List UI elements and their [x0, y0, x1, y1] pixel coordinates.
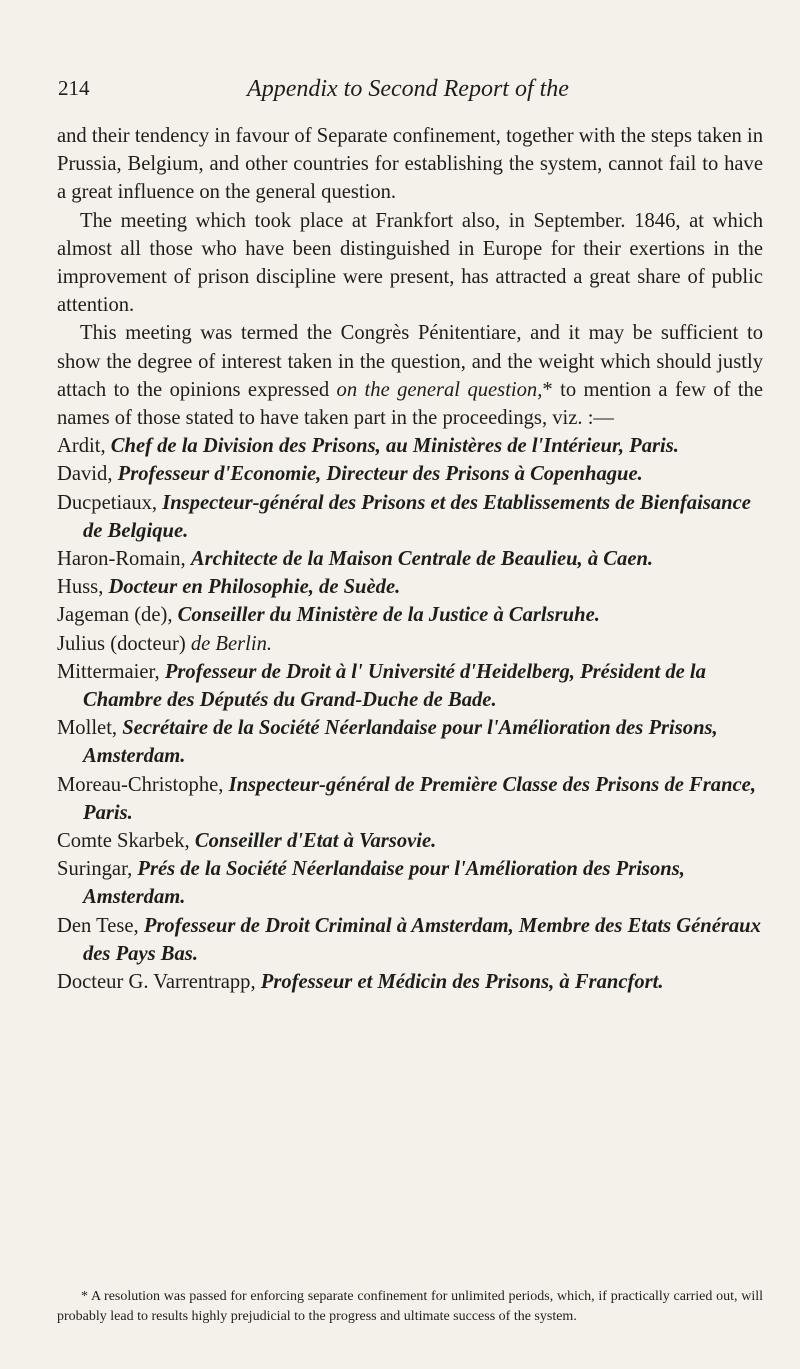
body-text	[57, 122, 763, 996]
list-item	[57, 968, 763, 996]
list-item	[57, 545, 763, 573]
list-item	[57, 912, 763, 968]
participant-title: Architecte de la Maison Centrale de Beaulieu, à Caen.	[190, 548, 654, 571]
running-title: Appendix to Second Report of the	[247, 76, 569, 102]
participant-title: Inspecteur-général de Première Classe des Prisons de France, Paris.	[83, 773, 756, 824]
participant-title: Professeur et Médicin des Prisons, à Francfort.	[260, 971, 664, 994]
participant-name: Huss,	[57, 576, 109, 599]
paragraph-2: The meeting which took place at Frankfort also, in September. 1846, at which almost all those who have been distinguished in Europe for their exertions in the improvement of prison discipline were present, has attracted a great share of public attention.	[57, 209, 763, 317]
paragraph-3-text-end: to mention a few of the names of those stated to have taken part in the proceedings, viz. :—	[57, 378, 763, 430]
participant-name: David,	[57, 463, 118, 486]
participant-title: de Berlin.	[190, 632, 273, 655]
footnote-marker: *	[542, 378, 553, 401]
list-item	[57, 573, 763, 601]
participant-title: Professeur de Droit à l' Université d'Heidelberg, Président de la Chambre des Députés du Grand-Duche de Bade.	[83, 660, 706, 712]
list-item	[57, 771, 763, 827]
participant-title: Inspecteur-général des Prisons et des Etablissements de Bienfaisance de Belgique.	[83, 491, 751, 542]
participant-title: Conseiller du Ministère de la Justice à Carlsruhe.	[177, 604, 600, 627]
participant-name: Docteur G. Varrentrapp,	[57, 971, 261, 994]
list-item	[57, 658, 763, 714]
paragraph-1: and their tendency in favour of Separate confinement, together with the steps taken in Prussia, Belgium, and other countries for establishing the system, cannot fail to have a great influence on the general question.	[57, 125, 763, 204]
list-item	[57, 827, 763, 855]
footnote: * A resolution was passed for enforcing separate confinement for unlimited periods, which, if practically carried out, will probably lead to results highly prejudicial to the progress and ultimate success of the system.	[57, 1289, 763, 1324]
list-item	[57, 432, 763, 460]
participant-name: Suringar,	[57, 858, 138, 881]
page-header	[58, 76, 758, 106]
list-item	[57, 714, 763, 770]
participant-name: Mollet,	[57, 717, 123, 740]
participant-title: Conseiller d'Etat à Varsovie.	[194, 830, 437, 853]
list-item	[57, 489, 763, 545]
participant-title: Prés de la Société Néerlandaise pour l'Amélioration des Prisons, Amsterdam.	[83, 858, 685, 909]
page-number: 214	[58, 76, 90, 100]
participant-name: Julius (docteur)	[57, 632, 191, 655]
participant-title: Professeur de Droit Criminal à Amsterdam, Membre des Etats Généraux des Pays Bas.	[83, 914, 761, 965]
participant-name: Moreau-Christophe,	[57, 773, 229, 796]
participant-list	[57, 432, 763, 996]
participant-name: Ardit,	[57, 435, 111, 458]
list-item	[57, 601, 763, 629]
paragraph-3-text: This meeting was termed the Congrès Pénitentiare, and it may be sufficient to show the degree of interest taken in the question, and the weight which should justly attach to the opinions expressed	[57, 322, 763, 401]
paragraph-3	[57, 319, 763, 432]
list-item	[57, 630, 763, 658]
participant-name: Ducpetiaux,	[57, 491, 163, 514]
participant-title: Professeur d'Economie, Directeur des Prisons à Copenhague.	[117, 463, 643, 486]
participant-name: Jageman (de),	[57, 604, 178, 627]
participant-name: Mittermaier,	[57, 660, 165, 683]
participant-title: Chef de la Division des Prisons, au Ministères de l'Intérieur, Paris.	[110, 435, 679, 458]
participant-name: Haron-Romain,	[57, 548, 191, 571]
participant-title: Secrétaire de la Société Néerlandaise pour l'Amélioration des Prisons, Amsterdam.	[83, 717, 718, 768]
participant-name: Den Tese,	[57, 914, 144, 937]
list-item	[57, 855, 763, 911]
paragraph-3-italic: on the general question,	[336, 378, 543, 401]
participant-title: Docteur en Philosophie, de Suède.	[108, 576, 401, 599]
list-item	[57, 460, 763, 488]
participant-name: Comte Skarbek,	[57, 830, 195, 853]
